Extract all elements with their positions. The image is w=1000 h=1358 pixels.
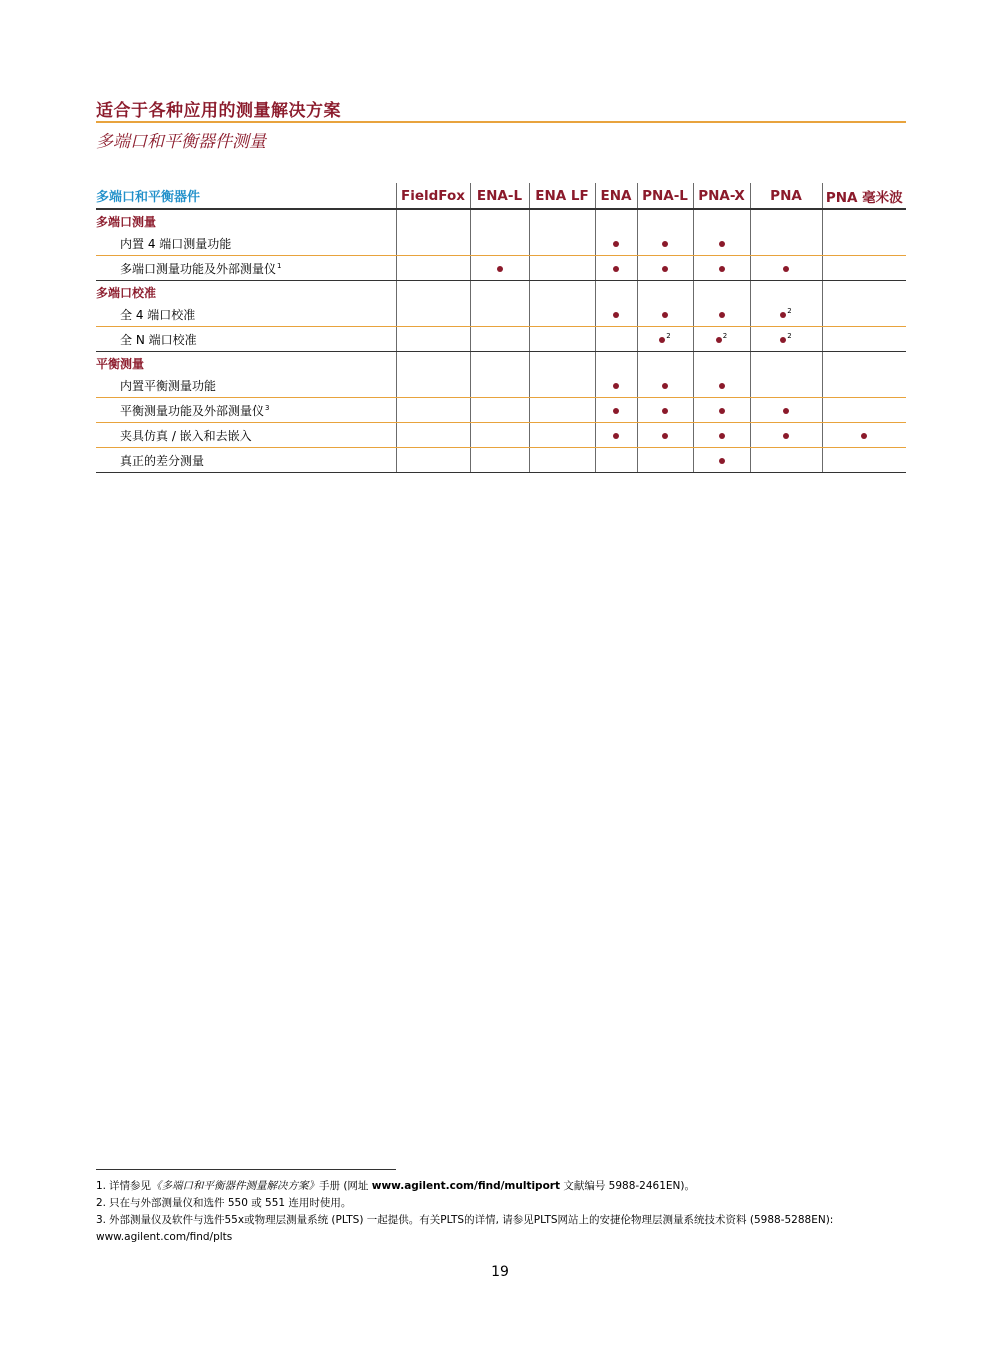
- cell-ena: [595, 302, 637, 327]
- supported-dot-icon: [497, 266, 503, 272]
- cell-ena-l: [470, 373, 529, 398]
- column-header-ena-lf: ENA LF: [529, 183, 595, 209]
- cell-pna: [750, 352, 822, 374]
- cell-ena: [595, 327, 637, 352]
- supported-dot-icon: [662, 433, 668, 439]
- supported-dot-icon: [719, 408, 725, 414]
- cell-pna-l: [637, 398, 693, 423]
- cell-fieldfox: [396, 209, 470, 231]
- footnote-number: 1.: [96, 1180, 107, 1192]
- cell-ena-lf: [529, 327, 595, 352]
- footnote-url[interactable]: www.agilent.com/find/multiport: [371, 1180, 560, 1192]
- cell-ena-lf: [529, 352, 595, 374]
- cell-ena: [595, 423, 637, 448]
- group-header-row: [96, 281, 906, 303]
- table-row: [96, 398, 906, 423]
- row-label: [96, 231, 396, 256]
- cell-pna: [750, 302, 822, 327]
- cell-pna-x: [693, 352, 750, 374]
- footnote-text: 外部测量仪及软件与选件55x或物理层测量系统 (PLTS) 一起提供。有关PLTS的详情, 请参见PLTS网站上的安捷伦物理层测量系统技术资料 (5988-5288EN):: [109, 1214, 834, 1226]
- row-label: [96, 302, 396, 327]
- cell-pna-x: [693, 373, 750, 398]
- supported-dot-icon: [659, 337, 665, 343]
- cell-pna: [750, 373, 822, 398]
- supported-dot-icon: [662, 312, 668, 318]
- cell-ena-lf: [529, 281, 595, 303]
- group-title: 平衡测量: [96, 357, 145, 371]
- footnote-ref: 1: [277, 261, 282, 270]
- cell-pna: [750, 398, 822, 423]
- header-row: [96, 183, 906, 209]
- table-row: [96, 302, 906, 327]
- cell-ena-l: [470, 209, 529, 231]
- row-label: [96, 373, 396, 398]
- supported-dot-icon: [613, 241, 619, 247]
- supported-dot-icon: [719, 266, 725, 272]
- group-title: 多端口测量: [96, 215, 157, 229]
- cell-ena: [595, 281, 637, 303]
- cell-pna-mmwave: [822, 373, 906, 398]
- cell-ena: [595, 209, 637, 231]
- supported-dot-icon: [719, 433, 725, 439]
- footnote-2: [96, 1195, 916, 1212]
- row-label: [96, 256, 396, 281]
- cell-ena-lf: [529, 423, 595, 448]
- cell-fieldfox: [396, 256, 470, 281]
- supported-dot-icon: [716, 337, 722, 343]
- supported-dot-icon: [719, 312, 725, 318]
- cell-pna-l: [637, 423, 693, 448]
- cell-pna-mmwave: [822, 423, 906, 448]
- cell-pna: [750, 231, 822, 256]
- table-row: [96, 373, 906, 398]
- page-title: 适合于各种应用的测量解决方案: [96, 101, 341, 121]
- supported-dot-icon: [783, 433, 789, 439]
- feature-matrix-table: [96, 183, 906, 473]
- supported-dot-icon: [662, 266, 668, 272]
- column-header-pna-l: PNA-L: [637, 183, 693, 209]
- group-header-row: [96, 352, 906, 374]
- footnote-ref: 2: [666, 332, 671, 340]
- footnote-ref: 3: [265, 403, 270, 412]
- footnote-text: 手册 (网址: [319, 1180, 372, 1192]
- cell-ena-lf: [529, 448, 595, 473]
- cell-pna-l: [637, 209, 693, 231]
- row-label-text: 内置平衡测量功能: [120, 378, 217, 393]
- cell-fieldfox: [396, 398, 470, 423]
- cell-ena-l: [470, 398, 529, 423]
- cell-pna-x: [693, 423, 750, 448]
- footnote-3: [96, 1212, 916, 1229]
- footnotes: [96, 1178, 916, 1246]
- supported-dot-icon: [662, 241, 668, 247]
- row-label: [96, 327, 396, 352]
- cell-pna-mmwave: [822, 448, 906, 473]
- cell-fieldfox: [396, 373, 470, 398]
- row-label-text: 全 4 端口校准: [120, 307, 196, 322]
- row-label-text: 夹具仿真 / 嵌入和去嵌入: [120, 428, 252, 443]
- column-header-pna-mmwave: PNA 毫米波: [822, 183, 906, 209]
- cell-pna-x: [693, 281, 750, 303]
- supported-dot-icon: [613, 266, 619, 272]
- cell-pna-x: [693, 302, 750, 327]
- column-header-category: 多端口和平衡器件: [96, 183, 396, 209]
- cell-pna-l: [637, 448, 693, 473]
- cell-fieldfox: [396, 302, 470, 327]
- table-row: [96, 327, 906, 352]
- supported-dot-icon: [783, 266, 789, 272]
- cell-pna-mmwave: [822, 302, 906, 327]
- cell-ena-l: [470, 231, 529, 256]
- table-row: [96, 448, 906, 473]
- footnote-text: 只在与外部测量仪和选件 550 或 551 连用时使用。: [109, 1197, 352, 1209]
- row-label: [96, 448, 396, 473]
- cell-pna-mmwave: [822, 352, 906, 374]
- cell-ena-lf: [529, 256, 595, 281]
- column-header-pna-x: PNA-X: [693, 183, 750, 209]
- cell-pna-mmwave: [822, 209, 906, 231]
- row-label-text: 多端口测量功能及外部测量仪: [120, 261, 277, 276]
- cell-pna: [750, 327, 822, 352]
- column-header-ena-l: ENA-L: [470, 183, 529, 209]
- supported-dot-icon: [719, 458, 725, 464]
- footnote-text: 文献编号 5988-2461EN)。: [560, 1180, 695, 1192]
- cell-ena-l: [470, 423, 529, 448]
- cell-pna-x: [693, 448, 750, 473]
- footnote-text: 详情参见: [109, 1180, 151, 1192]
- footnote-3-url[interactable]: www.agilent.com/find/plts: [96, 1231, 233, 1243]
- cell-pna-l: [637, 327, 693, 352]
- supported-dot-icon: [780, 337, 786, 343]
- supported-dot-icon: [613, 433, 619, 439]
- cell-pna-mmwave: [822, 398, 906, 423]
- cell-fieldfox: [396, 281, 470, 303]
- table-row: [96, 256, 906, 281]
- supported-dot-icon: [613, 383, 619, 389]
- table-row: [96, 231, 906, 256]
- cell-ena-l: [470, 302, 529, 327]
- row-label-text: 全 N 端口校准: [120, 332, 197, 347]
- page-number: 19: [491, 1264, 509, 1280]
- footnote-ref: 2: [787, 332, 792, 340]
- footnote-number: 2.: [96, 1197, 107, 1209]
- cell-pna: [750, 448, 822, 473]
- table-row: [96, 423, 906, 448]
- cell-ena-lf: [529, 231, 595, 256]
- cell-pna-x: [693, 256, 750, 281]
- supported-dot-icon: [613, 408, 619, 414]
- cell-pna-x: [693, 327, 750, 352]
- cell-ena: [595, 398, 637, 423]
- supported-dot-icon: [861, 433, 867, 439]
- footnote-doc-title: 《多端口和平衡器件测量解决方案》: [151, 1180, 319, 1192]
- cell-pna-x: [693, 209, 750, 231]
- cell-fieldfox: [396, 352, 470, 374]
- row-label-text: 内置 4 端口测量功能: [120, 236, 232, 251]
- cell-pna-x: [693, 231, 750, 256]
- cell-fieldfox: [396, 327, 470, 352]
- supported-dot-icon: [783, 408, 789, 414]
- cell-fieldfox: [396, 231, 470, 256]
- cell-ena: [595, 256, 637, 281]
- footnote-number: 3.: [96, 1214, 107, 1226]
- row-label-text: 平衡测量功能及外部测量仪: [120, 403, 265, 418]
- title-rule: [96, 121, 906, 123]
- cell-pna-l: [637, 231, 693, 256]
- supported-dot-icon: [662, 383, 668, 389]
- supported-dot-icon: [613, 312, 619, 318]
- row-label: [96, 398, 396, 423]
- cell-pna-mmwave: [822, 281, 906, 303]
- footnote-ref: 2: [787, 307, 792, 315]
- cell-ena: [595, 231, 637, 256]
- cell-ena: [595, 373, 637, 398]
- column-header-pna: PNA: [750, 183, 822, 209]
- cell-ena-lf: [529, 373, 595, 398]
- cell-fieldfox: [396, 423, 470, 448]
- cell-pna-mmwave: [822, 256, 906, 281]
- cell-pna: [750, 209, 822, 231]
- cell-pna-l: [637, 352, 693, 374]
- cell-pna-l: [637, 302, 693, 327]
- cell-fieldfox: [396, 448, 470, 473]
- cell-ena-l: [470, 256, 529, 281]
- cell-pna-mmwave: [822, 231, 906, 256]
- cell-pna-l: [637, 281, 693, 303]
- supported-dot-icon: [719, 241, 725, 247]
- column-header-ena: ENA: [595, 183, 637, 209]
- cell-ena-l: [470, 448, 529, 473]
- cell-ena-l: [470, 352, 529, 374]
- cell-ena-l: [470, 327, 529, 352]
- supported-dot-icon: [780, 312, 786, 318]
- group-header-row: [96, 209, 906, 231]
- supported-dot-icon: [719, 383, 725, 389]
- cell-pna: [750, 423, 822, 448]
- supported-dot-icon: [662, 408, 668, 414]
- footnote-rule: [96, 1169, 396, 1170]
- cell-ena-lf: [529, 398, 595, 423]
- row-label: [96, 423, 396, 448]
- table-body: [96, 209, 906, 473]
- cell-pna-l: [637, 256, 693, 281]
- cell-pna: [750, 281, 822, 303]
- cell-ena: [595, 448, 637, 473]
- cell-pna-mmwave: [822, 327, 906, 352]
- cell-ena: [595, 352, 637, 374]
- footnote-1: [96, 1178, 916, 1195]
- cell-ena-l: [470, 281, 529, 303]
- column-header-fieldfox: FieldFox: [396, 183, 470, 209]
- footnote-ref: 2: [722, 332, 728, 340]
- cell-ena-lf: [529, 302, 595, 327]
- cell-pna: [750, 256, 822, 281]
- row-label-text: 真正的差分测量: [120, 453, 205, 468]
- page-subtitle: 多端口和平衡器件测量: [96, 132, 266, 152]
- cell-ena-lf: [529, 209, 595, 231]
- cell-pna-l: [637, 373, 693, 398]
- cell-pna-x: [693, 398, 750, 423]
- group-title: 多端口校准: [96, 286, 157, 300]
